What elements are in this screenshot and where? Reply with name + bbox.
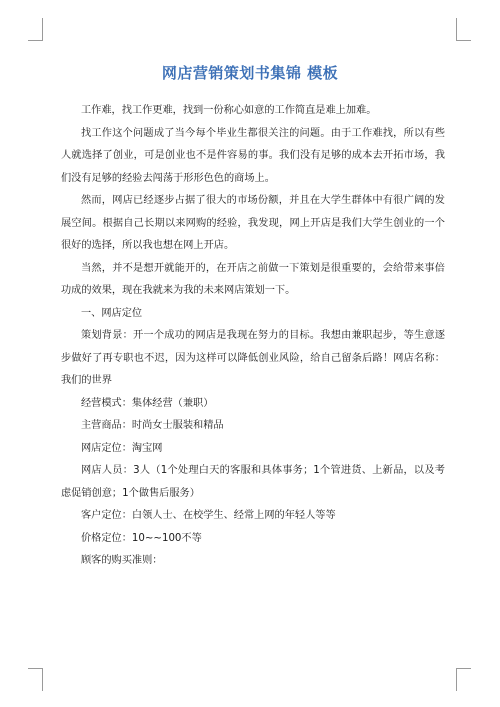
paragraph-planning: 当然，并不是想开就能开的，在开店之前做一下策划是很重要的，会给带来事倍功成的效果，现在我就来为我的未来网店策划一下。: [61, 262, 445, 296]
paragraph-store-platform: 网店定位：淘宝网: [81, 442, 163, 454]
paragraph-staff: 网店人员：3人（1个处理白天的客服和具体事务；1个管进货、上新品，以及考虑促销创意；1个做售后服务）: [61, 465, 445, 499]
crop-mark-bottom-left: [28, 668, 43, 691]
paragraph-online-store: 然而，网店已经逐步占据了很大的市场份额，并且在大学生群体中有很广阔的发展空间。根据自己长期以来网购的经验，我发现，网上开店是我们大学生创业的一个很好的选择，所以我也想在网上开店。: [61, 195, 445, 251]
paragraph-intro: 工作难，找工作更难，找到一份称心如意的工作简直是难上加难。: [81, 105, 377, 116]
document-body: [61, 100, 445, 573]
paragraph-business-model: 经营模式：集体经营（兼职）: [81, 397, 214, 409]
paragraph-main-products: 主营商品：时尚女士服装和精品: [81, 420, 224, 431]
paragraph-job-hunting: 找工作这个问题成了当今每个毕业生都很关注的问题。由于工作难找，所以有些人就选择了创业，可是创业也不是件容易的事。我们没有足够的成本去开拓市场，我们没有足够的经验去闯荡于形形色色的商场上。: [61, 127, 445, 184]
document-title: 网店营销策划书集锦 模板: [161, 64, 339, 82]
crop-mark-bottom-right: [456, 668, 471, 691]
paragraph-pricing: 价格定位：10~~100不等: [81, 532, 202, 544]
crop-mark-top-left: [28, 18, 43, 41]
section-heading-positioning: 一、网店定位: [81, 307, 143, 319]
paragraph-background: 策划背景：开一个成功的网店是我现在努力的目标。我想由兼职起步，等生意逐步做好了再专职也不迟，因为这样可以降低创业风险，给自己留条后路！网店名称：我们的世界: [61, 330, 445, 386]
paragraph-purchase-criteria: 顾客的购买准则：: [81, 555, 163, 566]
paragraph-customers: 客户定位：白领人士、在校学生、经常上网的年轻人等等: [81, 510, 336, 521]
crop-mark-top-right: [456, 18, 471, 41]
